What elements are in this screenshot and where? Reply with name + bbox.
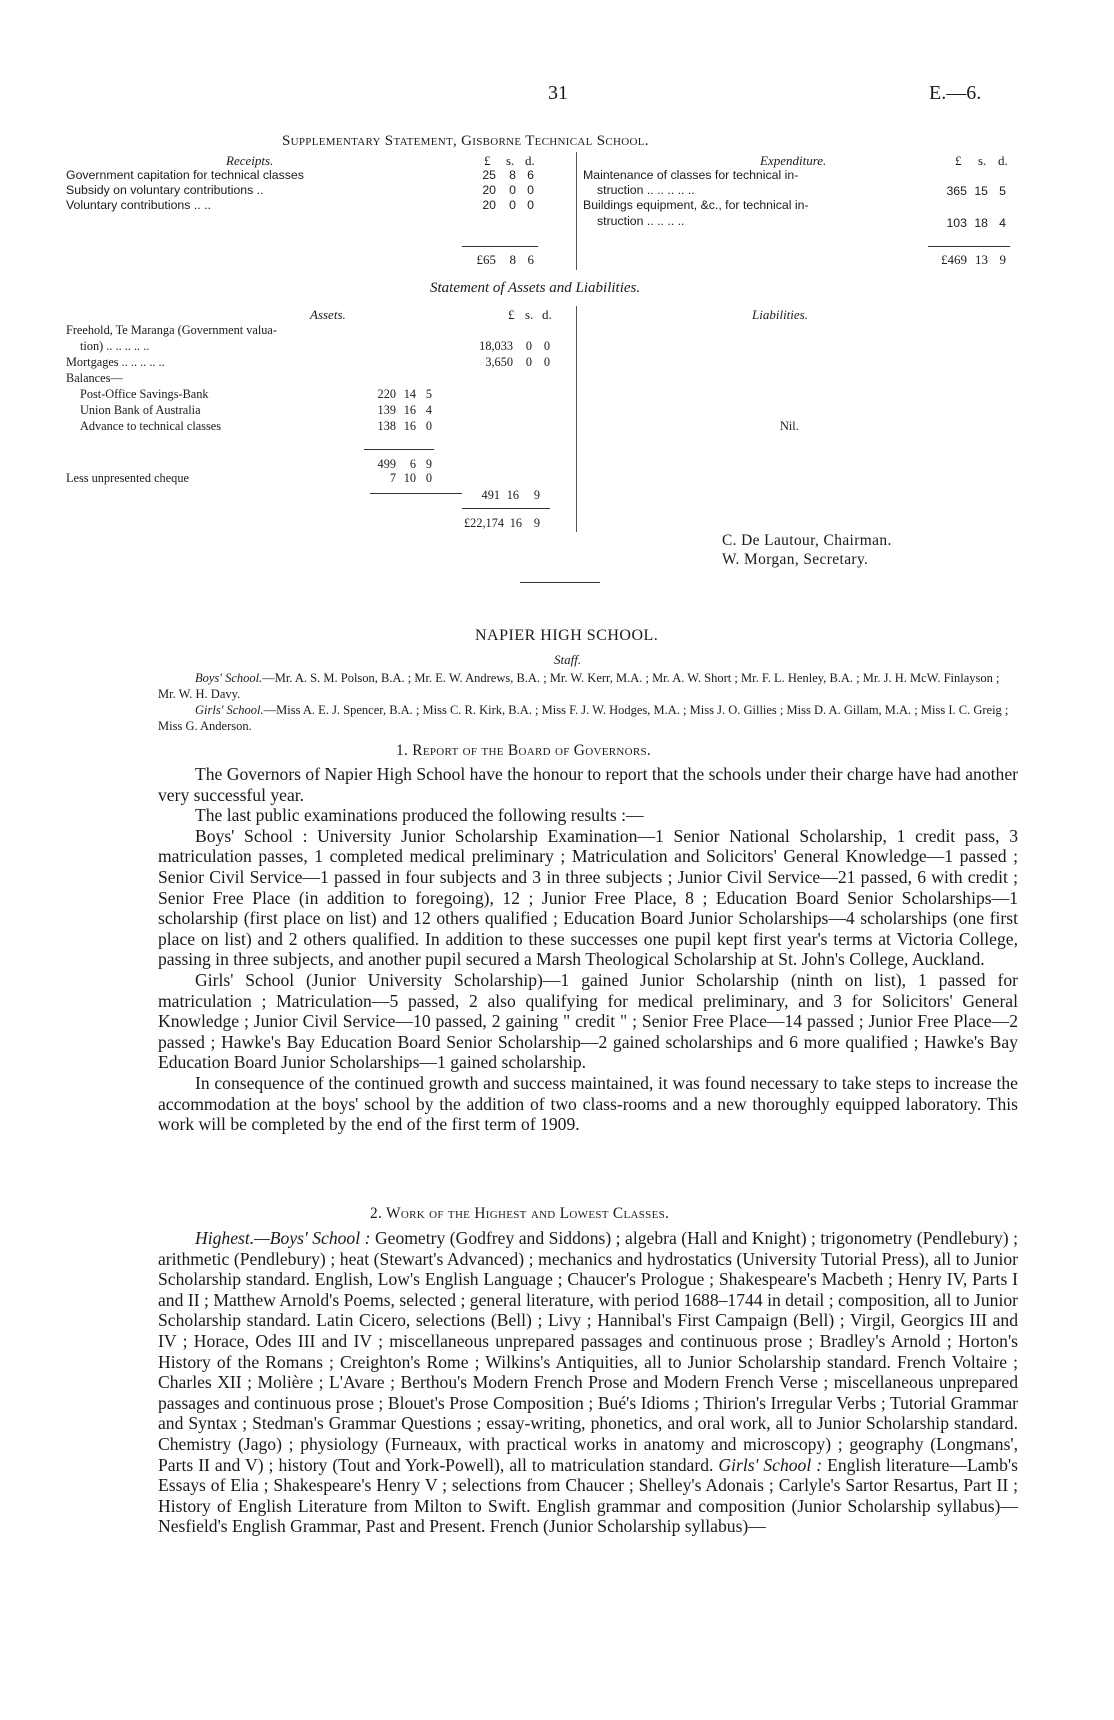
expenditure-row-pence: 4: [999, 216, 1006, 230]
paragraph: Girls' School (Junior University Scholarship)—1 gained Junior Scholarship (ninth on list), 1 passed for matriculation ; Matriculation—5 passed, 2 also qualifying for medical preliminary, and 3 for Solicitors' General Knowledge ; Junior Civil Service—10 passed, 2 gaining " credit " ; Senior Free Place—14 passed ; Junior Free Place—2 passed ; Hawke's Bay Education Board Senior Scholarship—2 gained scholarships and 6 more qualified ; Hawke's Bay Education Board Junior Scholarships—1 gained scholarship.: [158, 969, 1018, 1073]
expenditure-row-pounds: 365: [946, 184, 967, 198]
expenditure-total-pence: 9: [999, 252, 1006, 267]
expenditure-row-line2: struction .. .. .. ..: [597, 214, 685, 228]
section-1-body: [158, 764, 1018, 1135]
assets-balances-subtotal-shillings: 6: [409, 457, 416, 471]
receipts-total-pounds: £65: [476, 252, 496, 267]
expenditure-col-pounds: £: [955, 153, 962, 168]
expenditure-row-line1: Maintenance of classes for technical in-: [583, 168, 799, 182]
receipts-expenditure-divider: [576, 152, 577, 270]
receipts-total-shillings: 8: [509, 252, 516, 267]
gisborne-section-title: Supplementary Statement, Gisborne Technical School.: [282, 133, 649, 149]
girls-staff-names: —Miss A. E. J. Spencer, B.A. ; Miss C. R. Kirk, B.A. ; Miss F. J. W. Hodges, M.A. ; Miss J. O. Gillies ; Miss D. A. Gillam, M.A. ; Miss I. C. Greig ; Miss G. Anderson.: [158, 703, 1009, 733]
signature-secretary: W. Morgan, Secretary.: [722, 551, 869, 568]
assets-less-label: Less unpresented cheque: [66, 471, 189, 485]
boys-staff-label: Boys' School.: [195, 671, 263, 685]
assets-less-pounds: 7: [389, 471, 396, 485]
assets-total-shillings: 16: [509, 516, 522, 530]
paragraph: [158, 1228, 1018, 1537]
section-1-title: 1. Report of the Board of Governors.: [396, 742, 652, 759]
receipts-col-pence: d.: [525, 153, 535, 168]
boys-staff-names: —Mr. A. S. M. Polson, B.A. ; Mr. E. W. Andrews, B.A. ; Mr. W. Kerr, M.A. ; Mr. A. W. Short ; Mr. F. L. Henley, B.A. ; Mr. J. H. McW. Finlayson ; Mr. W. H. Davy.: [158, 671, 1000, 701]
girls-staff-label: Girls' School.: [195, 703, 264, 717]
expenditure-row-line2: struction .. .. .. .. ..: [597, 183, 695, 197]
liabilities-heading: Liabilities.: [752, 307, 808, 322]
section-2-body: [158, 1228, 1018, 1537]
assets-col-shillings: s.: [525, 307, 534, 322]
less-rule: [370, 493, 462, 494]
assets-balances-subtotal-pence: 9: [425, 457, 432, 471]
paragraph: Boys' School : University Junior Scholarship Examination—1 Senior National Scholarship, 1 credit pass, 3 matriculation passes, 1 completed medical preliminary ; Matriculation and Solicitors' General Knowledge—1 passed ; Senior Civil Service—1 passed in four subjects and 3 in three subjects ; Junior Civil Service—21 passed, 6 with credit ; Senior Free Place (in addition to foregoing), 12 ; Junior Free Place, 8 ; Education Board Senior Scholarships—1 scholarship (first place on list) and 12 others qualified ; Education Board Junior Scholarships—4 scholarships (one first place on list) and 2 others qualified. In addition to these successes one pupil kept first year's terms at Victoria College, passing in three subjects, and another pupil secured a Marsh Theological Scholarship at St. John's College, Auckland.: [158, 825, 1018, 970]
section-divider-rule: [520, 582, 600, 583]
receipt-row-pence: 0: [527, 198, 534, 212]
expenditure-heading: Expenditure.: [760, 153, 827, 168]
assets-balance-pounds: 220: [377, 387, 396, 401]
receipts-col-pounds: £: [484, 153, 491, 168]
assets-mortgages-shillings: 0: [525, 355, 532, 369]
expenditure-row-shillings: 15: [974, 184, 988, 198]
assets-balance-label: Union Bank of Australia: [80, 403, 201, 417]
balances-subtotal-rule: [364, 449, 434, 450]
assets-balance-pence: 0: [425, 419, 432, 433]
highest-girls-label: Girls' School :: [718, 1454, 823, 1475]
highest-girls-text: English literature—Lamb's Essays of Elia ; Shakespeare's Henry V ; selections from Chaucer ; Shelley's Adonais ; Carlyle's Sartor Resartus, Part II ; History of English Literature from Milton to Swift. English grammar and composition (Junior Scholarship syllabus)—Nesfield's English Grammar, Past and Present. French (Junior Scholarship syllabus)—: [158, 1454, 1018, 1537]
assets-col-pence: d.: [542, 307, 552, 322]
document-reference: E.—6.: [929, 82, 982, 104]
assets-col-pounds: £: [508, 307, 515, 322]
assets-balance-label: Advance to technical classes: [80, 419, 222, 433]
girls-staff: [158, 702, 1018, 734]
paragraph: The last public examinations produced the following results :—: [195, 805, 644, 826]
paragraph: In consequence of the continued growth and success maintained, it was found necessary to take steps to increase the accommodation at the boys' school by the addition of two class-rooms and a new thoroughly equipped laboratory. This work will be completed by the end of the first term of 1909.: [158, 1072, 1018, 1135]
section-2-title: 2. Work of the Highest and Lowest Classes.: [370, 1205, 670, 1222]
expenditure-row-line1: Buildings equipment, &c., for technical in-: [583, 198, 809, 212]
assets-mortgages-pence: 0: [543, 355, 550, 369]
highest-boys-text: Geometry (Godfrey and Siddons) ; algebra (Hall and Knight) ; trigonometry (Pendlebury) ; arithmetic (Pendlebury) ; heat (Stewart's Advanced) ; mechanics and hydrostatics (University Tutorial Press), all to Junior Scholarship standard. English, Low's English Language ; Chaucer's Prologue ; Shakespeare's Macbeth ; Henry IV, Parts I and II ; Matthew Arnold's Poems, selected ; general literature, with period 1688–1744 in detail ; composition, all to Junior Scholarship standard. Latin Cicero, selections (Bell) ; Livy ; Hannibal's First Campaign (Bell) ; Virgil, Georgics III and IV ; Horace, Odes III and IV ; miscellaneous unprepared passages and continuous prose ; Bradley's Arnold ; Horton's History of the Romans ; Creighton's Rome ; Wilkins's Antiquities, all to Junior Scholarship standard. French Voltaire ; Charles XII ; Molière ; L'Avare ; Berthou's Modern French Prose and Modern French Verse ; miscellaneous unprepared passages and continuous prose ; Blouet's Prose Composition ; Bué's Idioms ; Thirion's Irregular Verbs ; Tutorial Grammar and Syntax ; Stedman's Grammar Questions ; essay-writing, phonetics, and oral work, all to Junior Scholarship standard. Chemistry (Jago) ; physiology (Furneaux, with practical works in anatomy and microscopy) ; geography (Longmans', Parts II and V) ; history (Tout and York-Powell), all to matriculation standard.: [158, 1228, 1018, 1475]
signature-chairman: C. De Lautour, Chairman.: [722, 532, 892, 549]
assets-heading: Assets.: [310, 307, 346, 322]
expenditure-total-shillings: 13: [975, 252, 988, 267]
page-number: 31: [548, 82, 568, 104]
receipts-total-pence: 6: [527, 252, 534, 267]
assets-freehold-pounds: 18,033: [479, 339, 513, 353]
liabilities-value: Nil.: [780, 419, 799, 433]
assets-freehold-label: Freehold, Te Maranga (Government valua-: [66, 323, 277, 337]
assets-total-pence: 9: [533, 516, 540, 530]
expenditure-col-shillings: s.: [978, 153, 987, 168]
expenditure-row-shillings: 18: [974, 216, 988, 230]
assets-total-rule: [462, 508, 550, 509]
receipt-row-shillings: 8: [509, 168, 516, 182]
assets-balance-pence: 5: [425, 387, 432, 401]
receipt-row-pounds: 25: [482, 168, 496, 182]
assets-balance-shillings: 16: [403, 419, 416, 433]
assets-balance-pence: 4: [425, 403, 432, 417]
assets-total-pounds: £22,174: [464, 516, 504, 530]
assets-freehold-shillings: 0: [525, 339, 532, 353]
staff-list: [158, 670, 1018, 734]
assets-mortgages-label: Mortgages .. .. .. .. ..: [66, 355, 165, 369]
staff-heading: Staff.: [554, 652, 582, 667]
expenditure-row-pence: 5: [999, 184, 1006, 198]
assets-mortgages-pounds: 3,650: [485, 355, 513, 369]
assets-balance-shillings: 16: [403, 403, 416, 417]
assets-balance-shillings: 14: [403, 387, 416, 401]
napier-title: NAPIER HIGH SCHOOL.: [475, 627, 659, 644]
expenditure-col-pence: d.: [998, 153, 1008, 168]
receipt-row-label: Voluntary contributions .. ..: [66, 198, 211, 212]
assets-net-shillings: 16: [506, 488, 519, 502]
receipt-row-pounds: 20: [482, 198, 496, 212]
receipt-row-pounds: 20: [482, 183, 496, 197]
expenditure-total-pounds: £469: [941, 252, 967, 267]
assets-freehold-label-cont: tion) .. .. .. .. ..: [80, 339, 150, 353]
expenditure-row-pounds: 103: [946, 216, 967, 230]
receipts-col-shillings: s.: [506, 153, 515, 168]
assets-less-shillings: 10: [403, 471, 416, 485]
expenditure-total-rule: [928, 246, 1010, 247]
receipt-row-pence: 6: [527, 168, 534, 182]
receipt-row-label: Government capitation for technical classes: [66, 168, 304, 182]
assets-net-pounds: 491: [481, 488, 500, 502]
assets-less-pence: 0: [425, 471, 432, 485]
assets-balances-subtotal-pounds: 499: [377, 457, 396, 471]
receipt-row-label: Subsidy on voluntary contributions ..: [66, 183, 264, 197]
highest-boys-label: Highest.—Boys' School :: [195, 1228, 371, 1248]
assets-balance-pounds: 139: [377, 403, 396, 417]
receipts-total-rule: [462, 246, 538, 247]
assets-net-pence: 9: [533, 488, 540, 502]
paragraph: The Governors of Napier High School have the honour to report that the schools under their charge have had another very successful year.: [158, 764, 1018, 805]
receipt-row-shillings: 0: [509, 198, 516, 212]
assets-balance-label: Post-Office Savings-Bank: [80, 387, 209, 401]
assets-liabilities-title: Statement of Assets and Liabilities.: [430, 280, 641, 296]
receipts-heading: Receipts.: [226, 153, 274, 168]
boys-staff: [158, 670, 1018, 702]
assets-freehold-pence: 0: [543, 339, 550, 353]
assets-balances-label: Balances—: [66, 371, 123, 385]
receipt-row-pence: 0: [527, 183, 534, 197]
assets-liabilities-divider: [576, 306, 577, 532]
assets-balance-pounds: 138: [377, 419, 396, 433]
receipt-row-shillings: 0: [509, 183, 516, 197]
